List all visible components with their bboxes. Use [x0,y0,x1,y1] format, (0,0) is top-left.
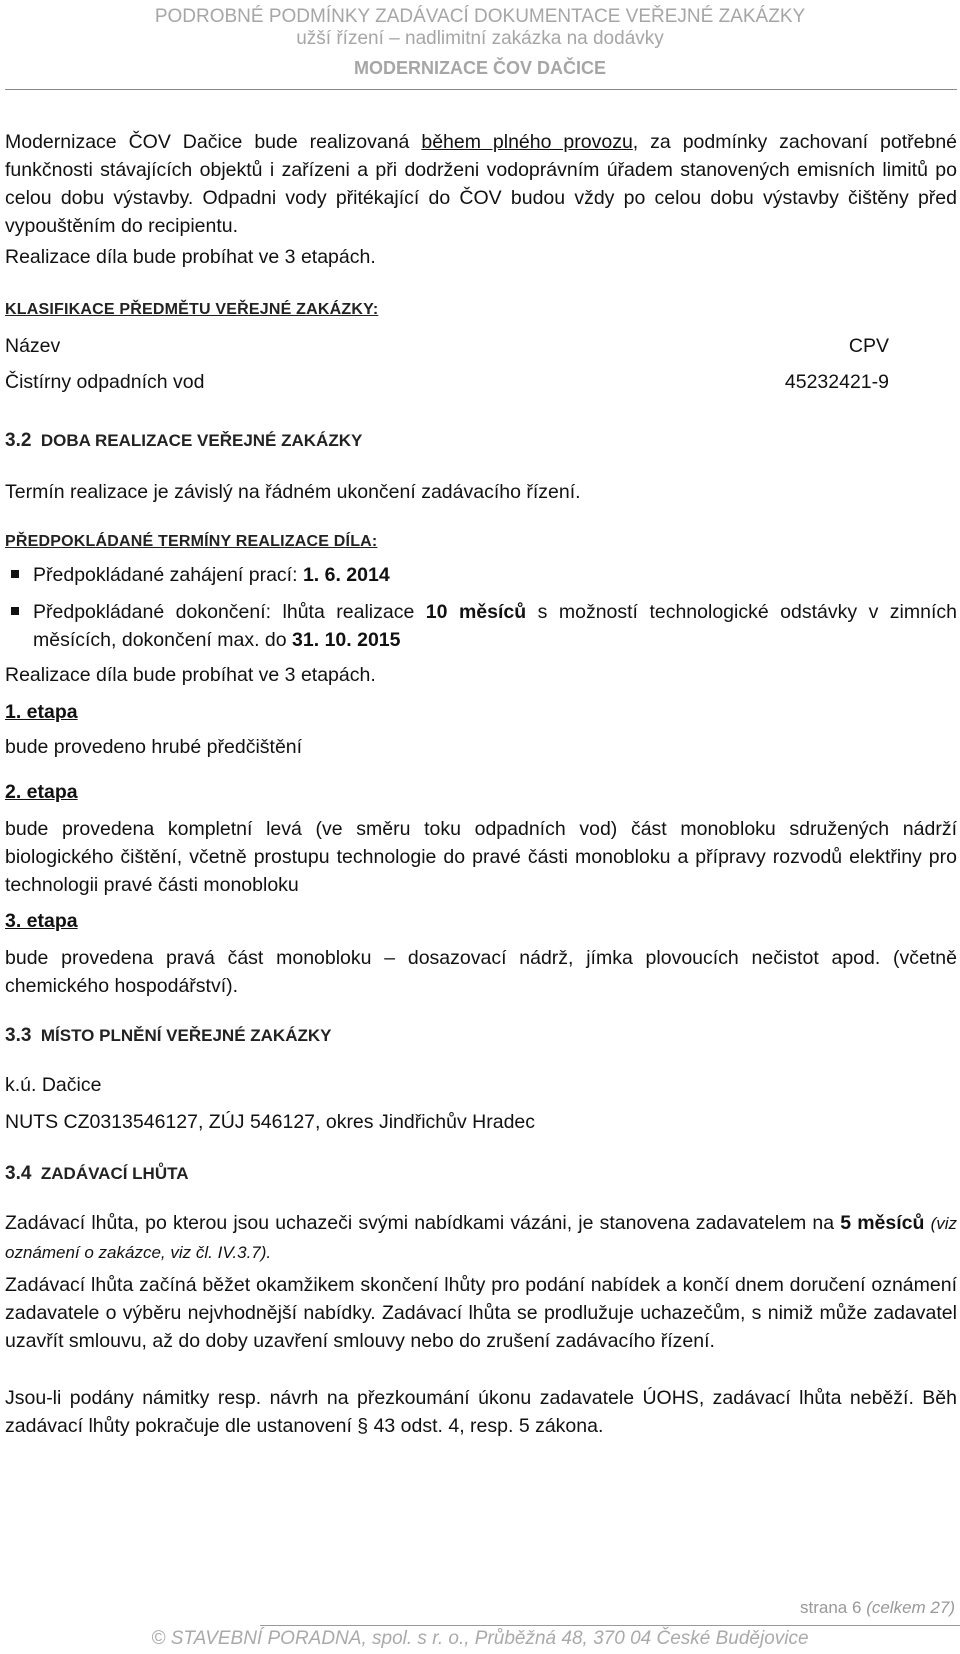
bullet-start-label: Předpokládané zahájení prací: [33,564,303,586]
bullet-end-date: 31. 10. 2015 [292,629,401,651]
section-number: 3.4 [5,1163,32,1184]
page-number [800,1598,955,1618]
realizace-text: Termín realizace je závislý na řádném ukončení zadávacího řízení. [5,481,581,503]
klasifikace-heading: KLASIFIKACE PŘEDMĚTU VEŘEJNÉ ZAKÁZKY: [5,301,379,318]
intro-text-b: , za podmínky zachovaní potřebné funkčnosti stávajících objektů i zařízeni a při dodrženi vodoprávním úřadem stanovených emisních limitů po celou dobu výstavby. [5,131,958,209]
bullet-end-text: s možností technologické odstávky v zimních měsících, dokončení max. do [33,601,957,651]
header-project-name: MODERNIZACE ČOV DAČICE [353,58,606,78]
section-3-2-heading [5,427,362,455]
stage-1-text: bude provedeno hrubé předčištění [5,736,303,758]
row-cpv: 45232421-9 [784,371,889,393]
col-cpv-label: CPV [848,335,889,357]
stage-1-label: 1. etapa [5,701,78,723]
lhuta-paragraph-2: Zadávací lhůta začíná běžet okamžikem skončení lhůty pro podání nabídek a končí dnem doručení oznámení zadavatele o výběru nejvhodnější nabídky. Zadávací lhůta se prodlužuje uchazečům, s nimiž může zadavatel uzavřít smlouvu, až do doby uzavření smlouvy nebo do zrušení zadávacího řízení. [5,1274,957,1352]
bullet-start-date: 1. 6. 2014 [302,564,390,586]
section-number: 3.2 [5,430,32,451]
col-name-label: Název [5,335,61,357]
page-total: (celkem 27) [866,1598,955,1617]
section-title: DOBA REALIZACE VEŘEJNÉ ZAKÁZKY [40,431,363,450]
section-3-3-heading [5,1022,332,1050]
section-3-4-heading [5,1160,189,1188]
klasifikace-row [5,368,957,396]
lhuta-reference: (viz oznámení o zakázce, viz čl. IV.3.7). [5,1214,958,1262]
intro-text-a: Modernizace ČOV Dačice bude realizovaná [5,131,422,153]
stages-text: Realizace díla bude probíhat ve 3 etapách. [5,664,376,686]
lhuta-paragraph-3: Jsou-li podány námitky resp. návrh na přezkoumání úkonu zadavatele ÚOHS, zadávací lhůta neběží. Běh zadávací lhůty pokračuje dle ustanovení § 43 odst. 4, resp. 5 zákona. [5,1387,957,1437]
intro-text-c: Odpadni vody přitékající do ČOV budou vždy po celou dobu výstavby čištěny před vypouštěním do recipientu. [5,187,957,237]
header-procedure: užší řízení – nadlimitní zakázka na dodávky [296,28,664,49]
klasifikace-header-row [5,332,957,360]
bullet-end-label: Předpokládané dokončení: lhůta realizace [33,601,426,623]
section-number: 3.3 [5,1025,32,1046]
bullet-end [5,598,957,654]
stage-3-text: bude provedena pravá část monobloku – dosazovací nádrž, jímka plovoucích nečistot apod. (včetně chemického hospodářství). [5,947,957,997]
place-cadastral: k.ú. Dačice [5,1074,102,1096]
footer-rule [260,1625,960,1626]
terms-heading: PŘEDPOKLÁDANÉ TERMÍNY REALIZACE DÍLA: [5,533,378,550]
header-rule [5,89,957,90]
stage-2-label: 2. etapa [5,781,78,803]
stage-2-text: bude provedena kompletní levá (ve směru toku odpadních vod) část monobloku sdružených nádrží biologického čištění, včetně prostupu technologie do pravé části monobloku a přípravy rozvodů elektřiny pro technologii pravé části monobloku [5,818,957,896]
intro-text-underlined: během plného provozu [421,131,633,153]
intro-paragraph [5,128,957,240]
bullet-start [5,561,390,589]
section-title: ZADÁVACÍ LHŮTA [40,1164,189,1183]
bullet-end-months: 10 měsíců [425,601,527,623]
section-title: MÍSTO PLNĚNÍ VEŘEJNÉ ZAKÁZKY [40,1026,332,1045]
lhuta-months: 5 měsíců [840,1212,925,1234]
page-current: strana 6 [800,1598,862,1617]
lhuta-paragraph-1 [5,1209,957,1267]
lhuta-text: Zadávací lhůta, po kterou jsou uchazeči svými nabídkami vázáni, je stanovena zadavatelem na [5,1212,841,1234]
intro-stages: Realizace díla bude probíhat ve 3 etapách. [5,246,376,268]
row-name: Čistírny odpadních vod [5,371,205,393]
place-nuts: NUTS CZ0313546127, ZÚJ 546127, okres Jindřichův Hradec [5,1111,536,1133]
footer-company: © STAVEBNÍ PORADNA, spol. s r. o., Průběžná 48, 370 04 České Budějovice [151,1628,809,1649]
stage-3-label: 3. etapa [5,910,78,932]
header-doc-title: PODROBNÉ PODMÍNKY ZADÁVACÍ DOKUMENTACE VEŘEJNÉ ZAKÁZKY [154,6,806,27]
